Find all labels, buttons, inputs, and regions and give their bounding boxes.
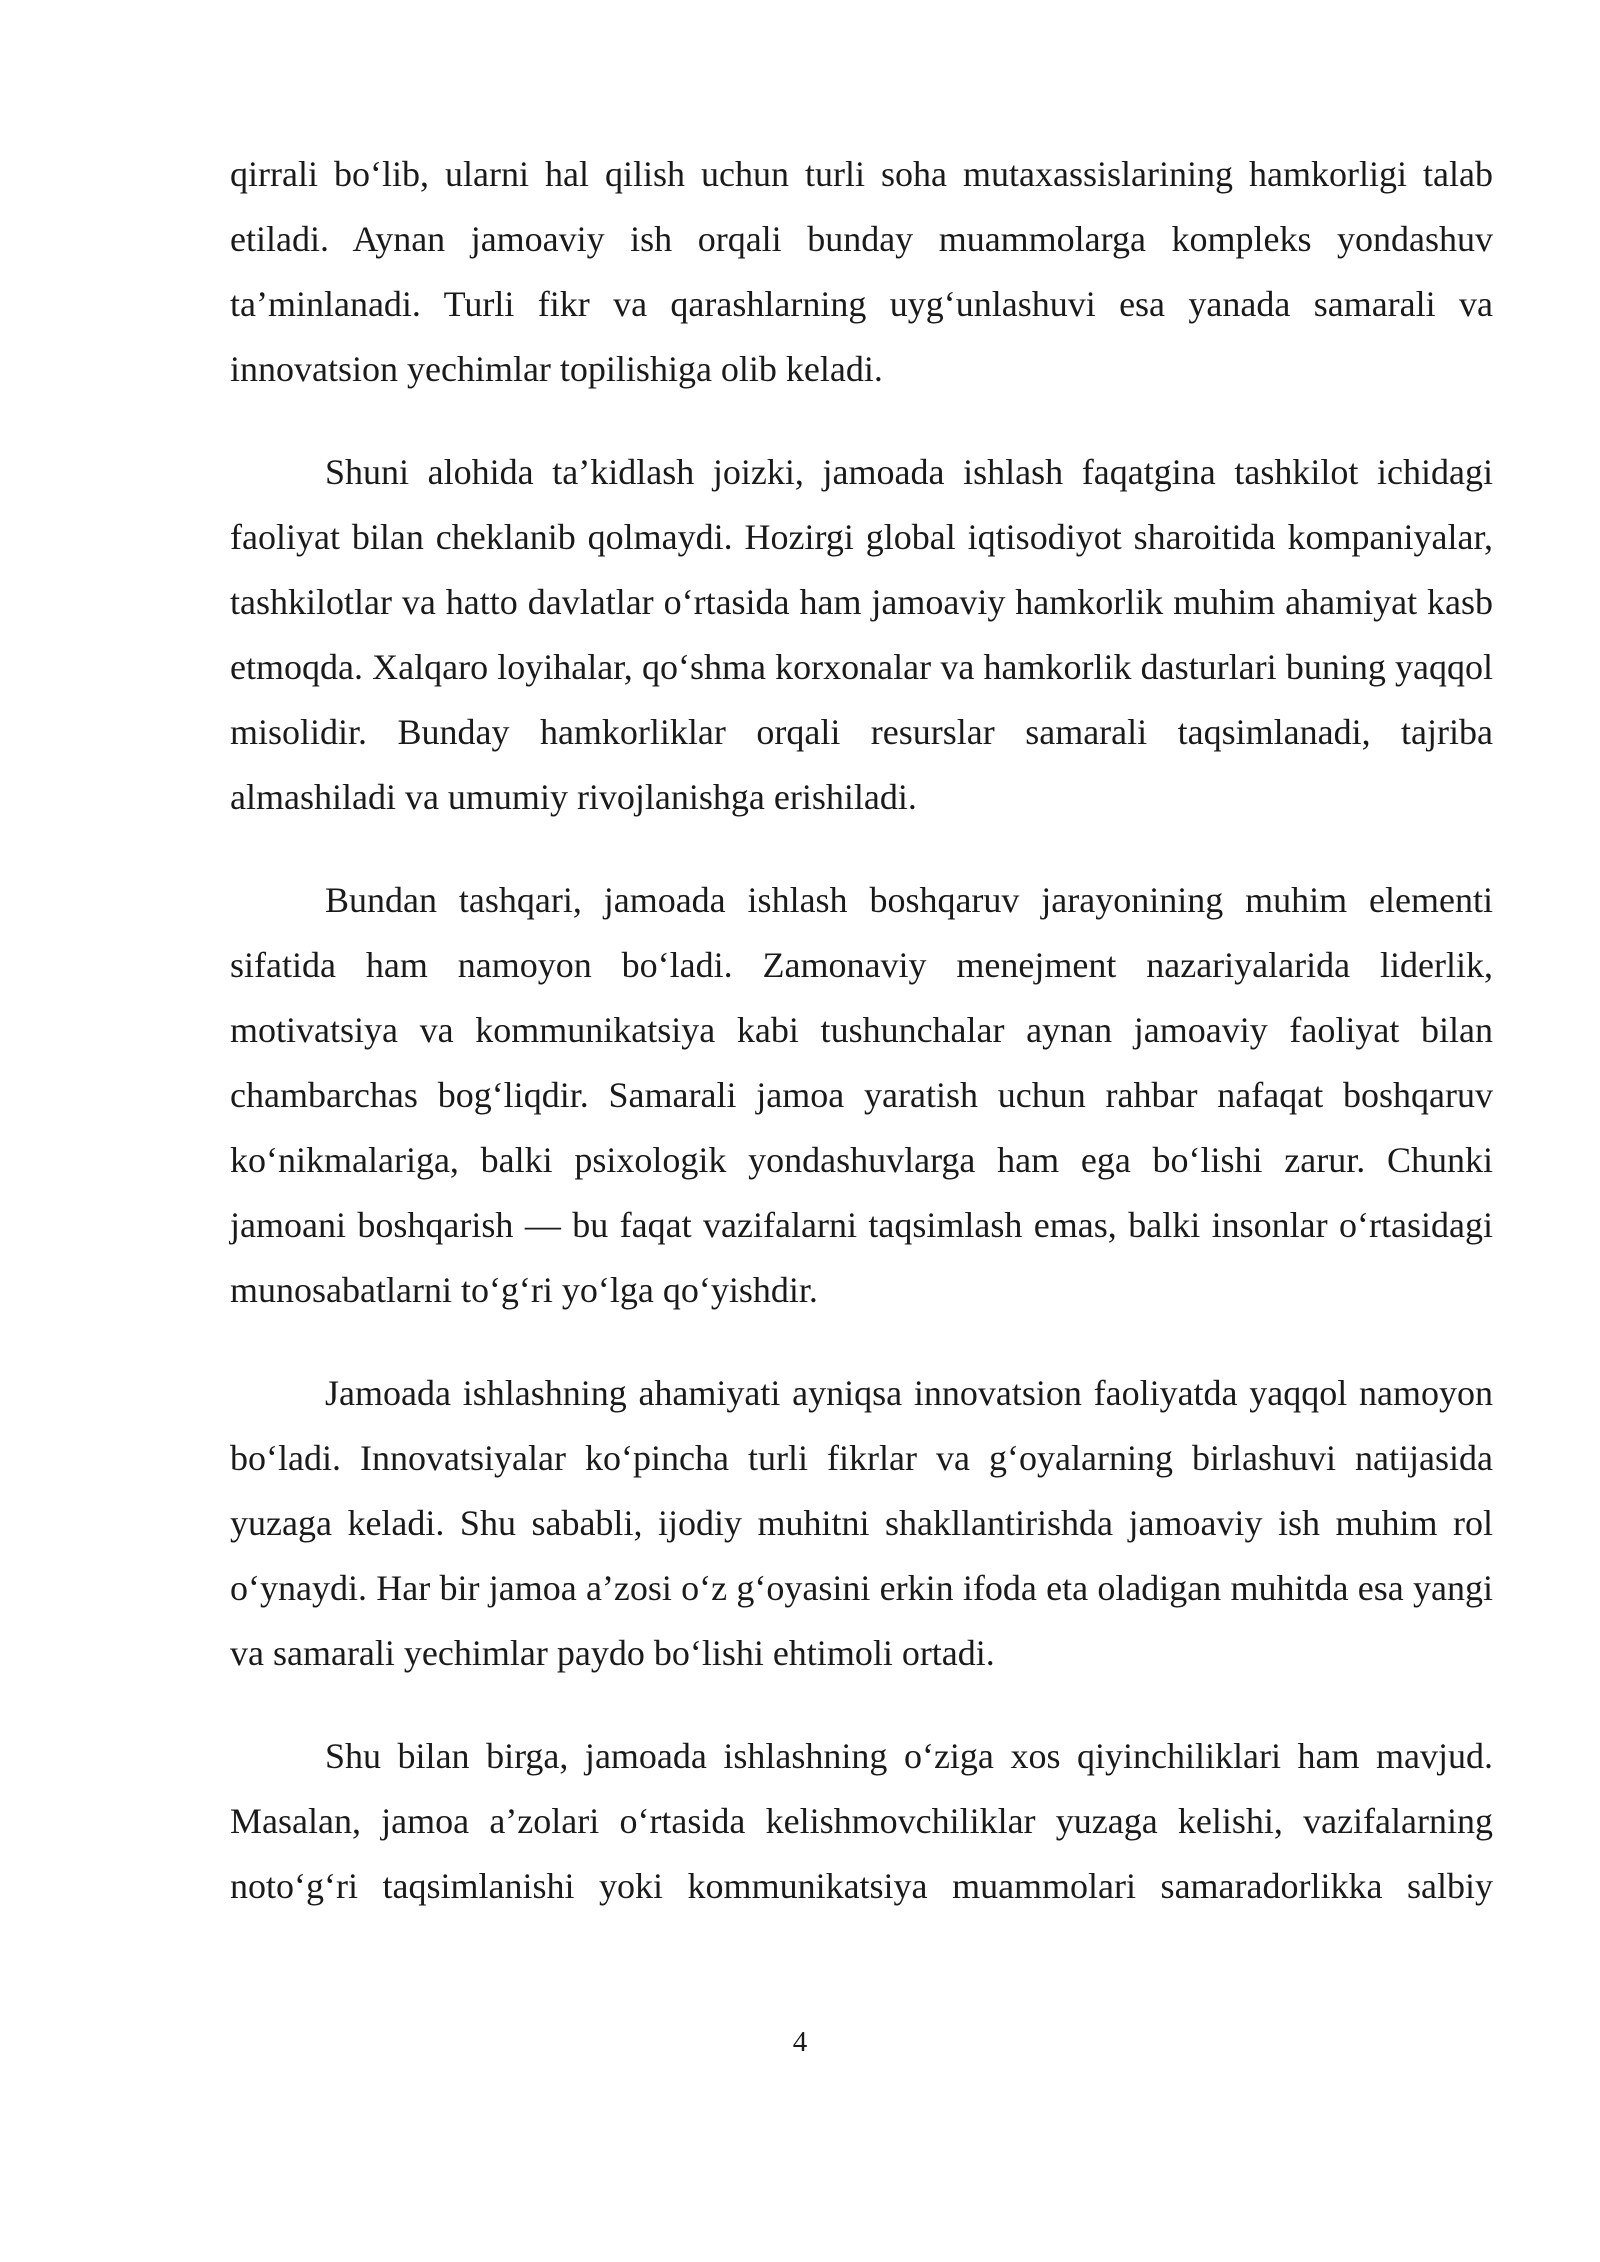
- paragraph-1: qirrali bo‘lib, ularni hal qilish uchun turli soha mutaxassislarining hamkorligi talab etiladi. Aynan jamoaviy ish orqali bunday muammolarga kompleks yondashuv ta’minlanadi. Turli fikr va qarashlarning uyg‘unlashuvi esa yanada samarali va innovatsion yechimlar topilishiga olib keladi.: [230, 154, 1493, 389]
- paragraph-5: Shu bilan birga, jamoada ishlashning o‘ziga xos qiyinchiliklari ham mavjud. Masalan, jamoa a’zolari o‘rtasida kelishmovchiliklar yuzaga kelishi, vazifalarning noto‘g‘ri taqsimlanishi yoki kommunikatsiya muammolari samaradorlikka salbiy: [230, 1736, 1493, 1906]
- paragraph-4: Jamoada ishlashning ahamiyati ayniqsa innovatsion faoliyatda yaqqol namoyon bo‘ladi. Innovatsiyalar ko‘pincha turli fikrlar va g‘oyalarning birlashuvi natijasida yuzaga keladi. Shu sababli, ijodiy muhitni shakllantirishda jamoaviy ish muhim rol o‘ynaydi. Har bir jamoa a’zosi o‘z g‘oyasini erkin ifoda eta oladigan muhitda esa yangi va samarali yechimlar paydo bo‘lishi ehtimoli ortadi.: [230, 1373, 1493, 1673]
- paragraph-2: Shuni alohida ta’kidlash joizki, jamoada ishlash faqatgina tashkilot ichidagi faoliyat bilan cheklanib qolmaydi. Hozirgi global iqtisodiyot sharoitida kompaniyalar, tashkilotlar va hatto davlatlar o‘rtasida ham jamoaviy hamkorlik muhim ahamiyat kasb etmoqda. Xalqaro loyihalar, qo‘shma korxonalar va hamkorlik dasturlari buning yaqqol misolidir. Bunday hamkorliklar orqali resurslar samarali taqsimlanadi, tajriba almashiladi va umumiy rivojlanishga erishiladi.: [230, 452, 1493, 817]
- page-number: 4: [792, 2026, 808, 2058]
- document-body: [230, 142, 1493, 1957]
- paragraph-3: Bundan tashqari, jamoada ishlash boshqaruv jarayonining muhim elementi sifatida ham namoyon bo‘ladi. Zamonaviy menejment nazariyalarida liderlik, motivatsiya va kommunikatsiya kabi tushunchalar aynan jamoaviy faoliyat bilan chambarchas bog‘liqdir. Samarali jamoa yaratish uchun rahbar nafaqat boshqaruv ko‘nikmalariga, balki psixologik yondashuvlarga ham ega bo‘lishi zarur. Chunki jamoani boshqarish — bu faqat vazifalarni taqsimlash emas, balki insonlar o‘rtasidagi munosabatlarni to‘g‘ri yo‘lga qo‘yishdir.: [230, 880, 1493, 1310]
